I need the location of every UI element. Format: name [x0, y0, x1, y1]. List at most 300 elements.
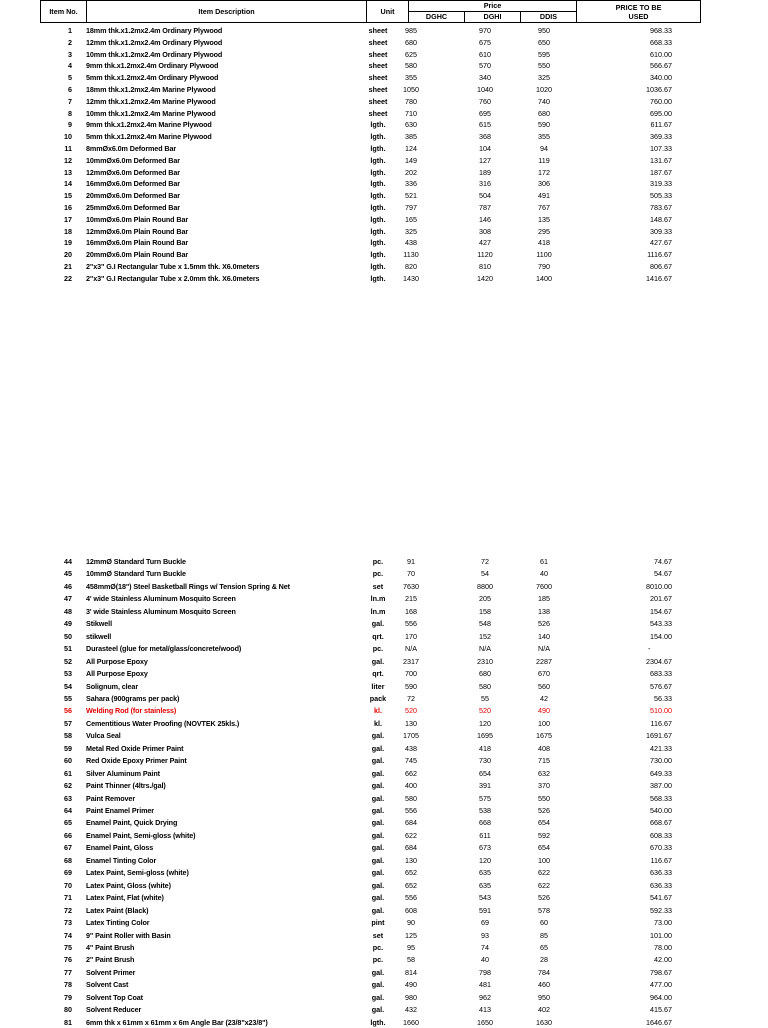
cell-price-to-be-used: - — [648, 644, 651, 654]
header-price-used: PRICE TO BE USED — [577, 1, 701, 23]
cell-price-to-be-used: 566.67 — [650, 61, 672, 71]
cell-item-description: 25mmØx6.0m Deformed Bar — [86, 203, 180, 212]
cell-price-dghc: 580 — [405, 793, 417, 803]
cell-price-dghi: 205 — [479, 594, 491, 604]
cell-price-to-be-used: 610.00 — [650, 49, 672, 59]
cell-price-dghc: 662 — [405, 768, 417, 778]
cell-item-no: 50 — [64, 631, 72, 641]
cell-price-to-be-used: 636.33 — [650, 868, 672, 878]
table-row — [0, 830, 768, 841]
cell-price-ddis: 172 — [538, 167, 550, 177]
cell-price-to-be-used: 107.33 — [650, 144, 672, 153]
cell-price-dghc: 2317 — [403, 656, 419, 666]
cell-item-no: 10 — [64, 132, 72, 142]
cell-price-ddis: 654 — [538, 818, 550, 828]
cell-unit: gal. — [371, 980, 385, 990]
cell-price-dghi: 760 — [479, 96, 491, 106]
cell-price-ddis: 590 — [538, 120, 550, 130]
cell-price-dghi: 962 — [479, 992, 491, 1002]
cell-item-description: 12mmØ Standard Turn Buckle — [86, 557, 186, 566]
table-row — [0, 917, 768, 928]
cell-price-to-be-used: 1691.67 — [646, 731, 672, 741]
cell-item-description: Cementitious Water Proofing (NOVTEK 25kls.) — [86, 718, 240, 728]
cell-price-ddis: 550 — [538, 793, 550, 803]
cell-item-no: 46 — [64, 581, 72, 591]
cell-price-to-be-used: 340.00 — [650, 73, 672, 83]
cell-item-no: 52 — [64, 656, 72, 666]
cell-price-to-be-used: 421.33 — [650, 743, 672, 753]
cell-unit: pc. — [372, 569, 384, 579]
cell-item-description: Solvent Reducer — [86, 1005, 142, 1015]
cell-price-ddis: 185 — [538, 594, 550, 604]
cell-unit: kl. — [374, 706, 382, 716]
cell-price-ddis: 402 — [538, 1005, 550, 1015]
cell-price-dghc: 630 — [405, 120, 417, 130]
cell-price-ddis: 370 — [538, 781, 550, 791]
cell-item-no: 8 — [68, 108, 72, 118]
cell-price-dghc: 700 — [405, 669, 417, 679]
cell-item-description: 20mmØx6.0m Deformed Bar — [86, 191, 180, 201]
table-row — [0, 167, 768, 178]
cell-item-description: Latex Tinting Color — [86, 918, 150, 928]
cell-item-no: 74 — [64, 930, 72, 940]
table-row — [0, 892, 768, 903]
cell-item-description: Enamel Tinting Color — [86, 855, 157, 865]
cell-price-dghc: N/A — [405, 644, 417, 654]
cell-price-dghi: 40 — [481, 955, 489, 965]
cell-unit: lgth. — [370, 132, 386, 142]
cell-item-no: 18 — [64, 226, 72, 236]
cell-item-no: 81 — [64, 1017, 72, 1027]
cell-price-to-be-used: 8010.00 — [646, 581, 672, 591]
cell-item-no: 69 — [64, 868, 72, 878]
table-row — [0, 755, 768, 766]
cell-price-ddis: 784 — [538, 967, 550, 977]
table-row — [0, 568, 768, 579]
cell-price-to-be-used: 783.67 — [650, 203, 672, 212]
cell-price-dghc: 202 — [405, 167, 417, 177]
cell-item-description: Latex Paint, Semi-gloss (white) — [86, 868, 189, 878]
cell-price-dghc: 680 — [405, 37, 417, 47]
cell-price-to-be-used: 319.33 — [650, 179, 672, 189]
cell-price-to-be-used: 101.00 — [650, 930, 672, 940]
cell-unit: sheet — [368, 49, 388, 59]
cell-item-description: Latex Paint, Flat (white) — [86, 893, 164, 903]
cell-item-no: 56 — [64, 706, 72, 716]
cell-price-dghi: 543 — [479, 893, 491, 903]
cell-price-to-be-used: 148.67 — [650, 214, 672, 224]
cell-item-no: 12 — [64, 155, 72, 165]
cell-item-description: 20mmØx6.0m Plain Round Bar — [86, 250, 189, 260]
cell-price-dghi: 635 — [479, 868, 491, 878]
cell-item-description: 12mmØx6.0m Deformed Bar — [86, 167, 180, 177]
cell-price-dghc: 556 — [405, 893, 417, 903]
cell-item-description: 8mmØx6.0m Deformed Bar — [86, 144, 177, 153]
cell-price-to-be-used: 78.00 — [654, 942, 672, 952]
cell-price-dghi: 798 — [479, 967, 491, 977]
cell-price-dghi: 810 — [479, 262, 491, 271]
cell-price-to-be-used: 510.00 — [650, 706, 672, 716]
cell-price-dghi: 695 — [479, 108, 491, 118]
table-row — [0, 668, 768, 679]
cell-item-no: 55 — [64, 693, 72, 703]
cell-price-dghc: 336 — [405, 179, 417, 189]
cell-item-no: 20 — [64, 250, 72, 260]
cell-price-to-be-used: 611.67 — [650, 120, 672, 130]
cell-price-to-be-used: 1036.67 — [646, 85, 672, 94]
cell-price-dghi: 611 — [479, 830, 491, 840]
cell-item-description: 10mmØx6.0m Plain Round Bar — [86, 214, 189, 224]
cell-price-ddis: 460 — [538, 980, 550, 990]
cell-item-no: 45 — [64, 569, 72, 579]
cell-item-no: 77 — [64, 967, 72, 977]
table-row — [0, 178, 768, 189]
cell-price-to-be-used: 477.00 — [650, 980, 672, 990]
cell-price-dghi: 1040 — [477, 85, 493, 94]
cell-price-dghi: 1695 — [477, 731, 493, 741]
cell-unit: pc. — [372, 955, 384, 965]
cell-price-dghi: 635 — [479, 880, 491, 890]
cell-item-no: 68 — [64, 855, 72, 865]
cell-unit: set — [372, 930, 384, 940]
cell-item-no: 60 — [64, 756, 72, 766]
cell-price-to-be-used: 42.00 — [654, 955, 672, 965]
cell-price-dghc: 124 — [405, 144, 417, 153]
cell-price-dghi: 668 — [479, 818, 491, 828]
cell-price-dghc: 165 — [405, 214, 417, 224]
table-row — [0, 214, 768, 225]
cell-item-description: Durasteel (glue for metal/glass/concrete/wood) — [86, 644, 242, 654]
cell-price-dghi: 787 — [479, 203, 491, 212]
cell-price-dghi: 189 — [479, 167, 491, 177]
cell-price-ddis: 60 — [540, 918, 548, 928]
table-row — [0, 954, 768, 965]
cell-item-no: 58 — [64, 731, 72, 741]
cell-unit: set — [372, 581, 384, 591]
cell-price-ddis: 680 — [538, 108, 550, 118]
table-row — [0, 96, 768, 107]
cell-item-description: 458mmØ(18") Steel Basketball Rings w/ Tension Spring & Net — [86, 581, 290, 591]
cell-price-to-be-used: 387.00 — [650, 781, 672, 791]
cell-item-description: Latex Paint (Black) — [86, 905, 149, 915]
cell-price-to-be-used: 670.33 — [650, 843, 672, 853]
cell-item-description: 12mm thk.x1.2mx2.4m Ordinary Plywood — [86, 37, 223, 47]
table-row — [0, 190, 768, 201]
cell-price-to-be-used: 154.67 — [650, 606, 672, 616]
cell-item-description: Solvent Primer — [86, 967, 136, 977]
cell-item-description: 9mm thk.x1.2mx2.4m Ordinary Plywood — [86, 61, 219, 71]
cell-price-to-be-used: 73.00 — [654, 918, 672, 928]
cell-item-description: Paint Enamel Primer — [86, 806, 155, 815]
cell-price-dghc: 58 — [407, 955, 415, 965]
table-row — [0, 249, 768, 260]
cell-unit: pc. — [372, 942, 384, 952]
cell-price-ddis: 135 — [538, 214, 550, 224]
table-row — [0, 49, 768, 60]
cell-price-dghc: 521 — [405, 191, 417, 201]
cell-unit: lgth. — [370, 273, 386, 283]
cell-item-description: Paint Thinner (4ltrs./gal) — [86, 781, 166, 791]
cell-price-dghc: 432 — [405, 1005, 417, 1015]
cell-item-description: 10mmØ Standard Turn Buckle — [86, 569, 186, 579]
cell-price-to-be-used: 649.33 — [650, 768, 672, 778]
cell-unit: gal. — [371, 967, 385, 977]
cell-price-dghc: 520 — [405, 706, 417, 716]
table-row — [0, 202, 768, 213]
table-row — [0, 743, 768, 754]
cell-price-dghi: 55 — [481, 693, 489, 703]
table-row — [0, 805, 768, 816]
cell-item-no: 44 — [64, 557, 72, 566]
cell-price-dghi: 675 — [479, 37, 491, 47]
cell-item-description: 18mm thk.x1.2mx2.4m Ordinary Plywood — [86, 26, 223, 35]
cell-price-ddis: 526 — [538, 806, 550, 815]
table-row — [0, 618, 768, 629]
table-row — [0, 867, 768, 878]
cell-price-ddis: 578 — [538, 905, 550, 915]
cell-item-no: 2 — [68, 37, 72, 47]
cell-price-ddis: 622 — [538, 868, 550, 878]
cell-item-no: 76 — [64, 955, 72, 965]
cell-price-ddis: 632 — [538, 768, 550, 778]
table-row — [0, 643, 768, 654]
cell-unit: pc. — [372, 644, 384, 654]
cell-price-ddis: 85 — [540, 930, 548, 940]
cell-item-no: 59 — [64, 743, 72, 753]
table-row — [0, 1004, 768, 1015]
cell-price-dghc: 1660 — [403, 1017, 419, 1027]
cell-unit: gal. — [371, 992, 385, 1002]
cell-item-description: Solvent Top Coat — [86, 992, 143, 1002]
table-row — [0, 817, 768, 828]
cell-price-dghi: 610 — [479, 49, 491, 59]
cell-item-no: 67 — [64, 843, 72, 853]
cell-item-description: 6mm thk x 61mm x 61mm x 6m Angle Bar (23/8"x23/8") — [86, 1017, 268, 1027]
cell-price-ddis: 490 — [538, 706, 550, 716]
cell-item-no: 13 — [64, 167, 72, 177]
cell-price-to-be-used: 964.00 — [650, 992, 672, 1002]
cell-price-ddis: 65 — [540, 942, 548, 952]
cell-unit: gal. — [371, 855, 385, 865]
cell-item-description: 2" Paint Brush — [86, 955, 135, 965]
cell-unit: gal. — [371, 806, 385, 815]
cell-price-ddis: 950 — [538, 26, 550, 35]
cell-unit: sheet — [368, 85, 388, 94]
cell-unit: lgth. — [370, 226, 386, 236]
cell-price-dghc: 590 — [405, 681, 417, 691]
cell-price-dghi: 970 — [479, 26, 491, 35]
cell-unit: pack — [369, 693, 387, 703]
cell-price-dghc: 170 — [405, 631, 417, 641]
cell-item-description: Latex Paint, Gloss (white) — [86, 880, 171, 890]
cell-unit: pc. — [372, 557, 384, 566]
cell-price-dghc: 556 — [405, 806, 417, 815]
cell-unit: gal. — [371, 756, 385, 766]
table-row — [0, 842, 768, 853]
cell-item-no: 4 — [68, 61, 72, 71]
table-row — [0, 143, 768, 154]
cell-price-dghc: 70 — [407, 569, 415, 579]
cell-unit: lgth. — [370, 120, 386, 130]
cell-price-dghc: 820 — [405, 262, 417, 271]
table-row — [0, 730, 768, 741]
cell-unit: lgth. — [370, 155, 386, 165]
cell-price-ddis: 100 — [538, 718, 550, 728]
cell-price-dghc: 90 — [407, 918, 415, 928]
cell-price-dghi: 575 — [479, 793, 491, 803]
cell-item-no: 6 — [68, 85, 72, 94]
cell-item-no: 73 — [64, 918, 72, 928]
cell-item-no: 5 — [68, 73, 72, 83]
cell-unit: ln.m — [370, 594, 386, 604]
table-row — [0, 108, 768, 119]
cell-price-ddis: 526 — [538, 619, 550, 629]
cell-price-dghc: 985 — [405, 26, 417, 35]
cell-price-dghc: 7630 — [403, 581, 419, 591]
cell-price-to-be-used: 668.67 — [650, 818, 672, 828]
cell-item-description: Red Oxide Epoxy Primer Paint — [86, 756, 187, 766]
cell-price-to-be-used: 576.67 — [650, 681, 672, 691]
cell-item-no: 63 — [64, 793, 72, 803]
cell-price-dghi: 1420 — [477, 273, 493, 283]
cell-price-to-be-used: 201.67 — [650, 594, 672, 604]
cell-item-description: 12mm thk.x1.2mx2.4m Marine Plywood — [86, 96, 216, 106]
cell-price-dghi: 680 — [479, 669, 491, 679]
cell-item-description: 9mm thk.x1.2mx2.4m Marine Plywood — [86, 120, 212, 130]
cell-price-to-be-used: 1116.67 — [647, 250, 672, 260]
cell-price-ddis: 592 — [538, 830, 550, 840]
cell-unit: lgth. — [370, 179, 386, 189]
cell-price-dghc: 1705 — [403, 731, 419, 741]
cell-unit: pint — [371, 918, 385, 928]
cell-price-to-be-used: 540.00 — [650, 806, 672, 815]
cell-price-ddis: 119 — [538, 155, 550, 165]
cell-price-dghc: 745 — [405, 756, 417, 766]
cell-price-dghc: 556 — [405, 619, 417, 629]
cell-price-ddis: 42 — [540, 693, 548, 703]
cell-price-dghc: 580 — [405, 61, 417, 71]
cell-price-dghi: 1650 — [477, 1017, 493, 1027]
cell-price-ddis: N/A — [538, 644, 550, 654]
table-row — [0, 593, 768, 604]
table-row — [0, 992, 768, 1003]
cell-price-dghi: 570 — [479, 61, 491, 71]
cell-price-dghi: 340 — [479, 73, 491, 83]
cell-price-to-be-used: 760.00 — [650, 96, 672, 106]
cell-price-dghc: 438 — [405, 743, 417, 753]
cell-price-dghi: 427 — [479, 238, 491, 248]
table-row — [0, 1017, 768, 1028]
cell-price-to-be-used: 683.33 — [650, 669, 672, 679]
cell-price-ddis: 1400 — [536, 273, 552, 283]
header-unit: Unit — [367, 1, 409, 23]
cell-price-dghi: 104 — [479, 144, 491, 153]
table-row — [0, 780, 768, 791]
cell-item-description: Enamel Paint, Semi-gloss (white) — [86, 830, 196, 840]
cell-item-no: 61 — [64, 768, 72, 778]
cell-item-no: 17 — [64, 214, 72, 224]
cell-price-dghc: 710 — [405, 108, 417, 118]
cell-price-ddis: 306 — [538, 179, 550, 189]
cell-item-description: 3' wide Stainless Aluminum Mosquito Screen — [86, 606, 236, 616]
table-row — [0, 855, 768, 866]
cell-price-dghc: 125 — [405, 930, 417, 940]
table-row — [0, 273, 768, 284]
cell-price-dghi: 72 — [481, 557, 489, 566]
table-row — [0, 25, 768, 36]
cell-item-description: stikwell — [86, 631, 112, 641]
cell-item-no: 16 — [64, 203, 72, 212]
cell-item-no: 65 — [64, 818, 72, 828]
cell-item-no: 48 — [64, 606, 72, 616]
cell-price-ddis: 670 — [538, 669, 550, 679]
table-row — [0, 967, 768, 978]
cell-item-description: Enamel Paint, Gloss — [86, 843, 154, 853]
cell-unit: gal. — [371, 731, 385, 741]
cell-item-description: Silver Aluminum Paint — [86, 768, 160, 778]
cell-price-dghc: 385 — [405, 132, 417, 142]
cell-price-to-be-used: 668.33 — [650, 37, 672, 47]
cell-unit: gal. — [371, 793, 385, 803]
cell-price-ddis: 418 — [538, 238, 550, 248]
cell-item-description: Sahara (900grams per pack) — [86, 693, 180, 703]
table-row — [0, 942, 768, 953]
cell-item-description: 18mm thk.x1.2mx2.4m Marine Plywood — [86, 85, 216, 94]
header-source-dghc: DGHC — [409, 12, 465, 23]
cell-price-dghc: 490 — [405, 980, 417, 990]
cell-item-description: Paint Remover — [86, 793, 136, 803]
table-row — [0, 681, 768, 692]
cell-item-no: 49 — [64, 619, 72, 629]
header-source-dghi: DGHI — [465, 12, 521, 23]
cell-unit: sheet — [368, 26, 388, 35]
cell-item-description: 4' wide Stainless Aluminum Mosquito Screen — [86, 594, 236, 604]
header-source-ddis: DDIS — [521, 12, 577, 23]
cell-price-dghi: 120 — [479, 718, 491, 728]
table-row — [0, 793, 768, 804]
cell-price-ddis: 2287 — [536, 656, 552, 666]
cell-price-dghc: 980 — [405, 992, 417, 1002]
cell-price-dghi: 93 — [481, 930, 489, 940]
cell-price-dghi: 8800 — [477, 581, 493, 591]
cell-price-ddis: 295 — [538, 226, 550, 236]
cell-item-no: 15 — [64, 191, 72, 201]
cell-price-to-be-used: 730.00 — [650, 756, 672, 766]
cell-item-no: 19 — [64, 238, 72, 248]
cell-price-dghc: 652 — [405, 868, 417, 878]
cell-item-description: 10mmØx6.0m Deformed Bar — [86, 155, 180, 165]
cell-price-dghi: 580 — [479, 681, 491, 691]
cell-unit: lgth. — [370, 1017, 386, 1027]
cell-item-no: 53 — [64, 669, 72, 679]
cell-price-to-be-used: 636.33 — [650, 880, 672, 890]
cell-item-no: 75 — [64, 942, 72, 952]
cell-price-to-be-used: 2304.67 — [646, 656, 672, 666]
cell-price-dghi: 146 — [479, 214, 491, 224]
table-row — [0, 705, 768, 716]
cell-price-ddis: 550 — [538, 61, 550, 71]
table-row — [0, 72, 768, 83]
cell-price-dghc: 325 — [405, 226, 417, 236]
cell-price-ddis: 138 — [538, 606, 550, 616]
table-row — [0, 880, 768, 891]
table-row — [0, 930, 768, 941]
cell-price-dghc: 780 — [405, 96, 417, 106]
cell-item-description: 5mm thk.x1.2mx2.4m Marine Plywood — [86, 132, 212, 142]
cell-price-to-be-used: 543.33 — [650, 619, 672, 629]
cell-unit: gal. — [371, 868, 385, 878]
cell-price-to-be-used: 568.33 — [650, 793, 672, 803]
